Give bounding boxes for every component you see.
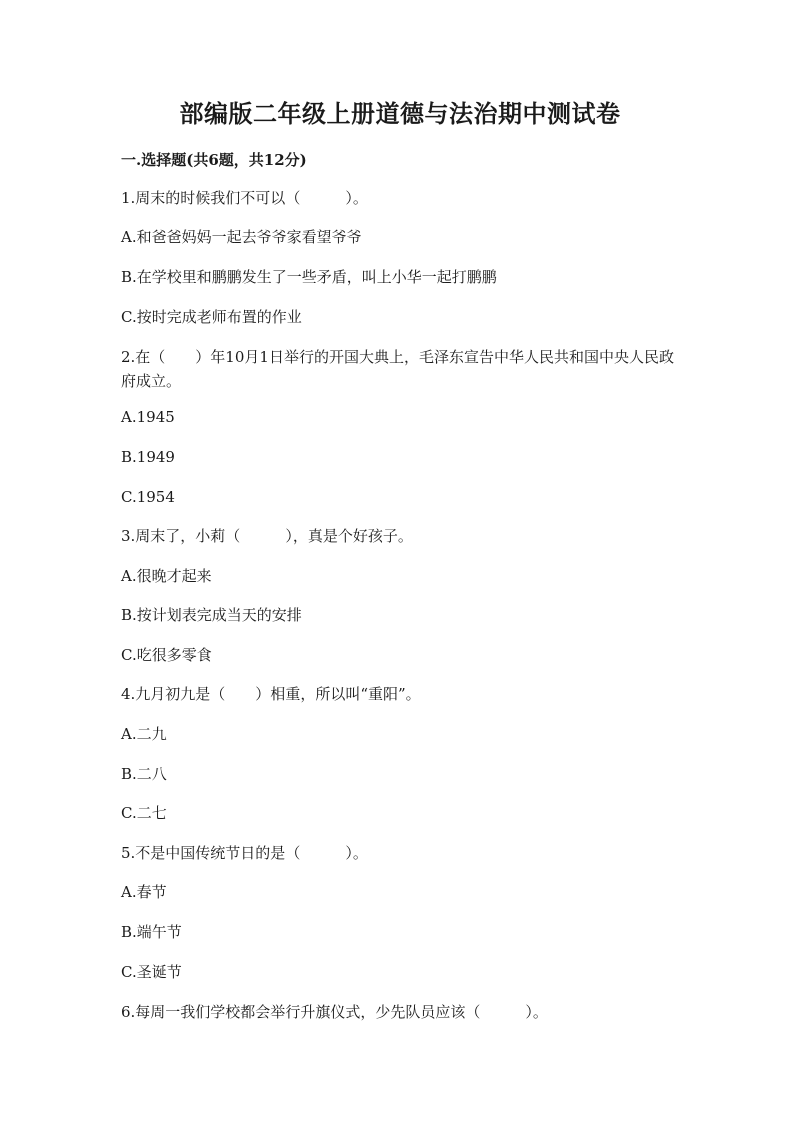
question-1-option-b: B.在学校里和鹏鹏发生了一些矛盾，叫上小华一起打鹏鹏 — [121, 268, 497, 286]
question-5-option-b: B.端午节 — [121, 923, 182, 941]
question-3-option-a: A.很晚才起来 — [121, 567, 212, 585]
question-4-option-c: C.二七 — [121, 804, 167, 822]
question-1-option-c: C.按时完成老师布置的作业 — [121, 308, 302, 326]
section-heading: 一.选择题(共6题，共12分) — [121, 151, 307, 169]
question-1-option-a: A.和爸爸妈妈一起去爷爷家看望爷爷 — [121, 228, 362, 246]
question-3-stem: 3.周末了，小莉（ ），真是个好孩子。 — [121, 527, 413, 545]
question-5-option-c: C.圣诞节 — [121, 963, 182, 981]
question-4-stem: 4.九月初九是（ ）相重，所以叫“重阳”。 — [121, 685, 421, 703]
question-2-option-a: A.1945 — [121, 408, 175, 426]
question-2-stem: 2.在（ ）年10月1日举行的开国大典上，毛泽东宣告中华人民共和国中央人民政府成立。 — [121, 348, 674, 390]
question-1-stem: 1.周末的时候我们不可以（ ）。 — [121, 189, 368, 207]
question-4-option-b: B.二八 — [121, 765, 167, 783]
question-2-option-c: C.1954 — [121, 488, 175, 506]
question-5-option-a: A.春节 — [121, 883, 167, 901]
question-4-option-a: A.二九 — [121, 725, 167, 743]
question-2-option-b: B.1949 — [121, 448, 175, 466]
question-3-option-c: C.吃很多零食 — [121, 646, 212, 664]
question-6-stem: 6.每周一我们学校都会举行升旗仪式，少先队员应该（ ）。 — [121, 1003, 548, 1021]
question-3-option-b: B.按计划表完成当天的安排 — [121, 606, 302, 624]
page-title: 部编版二年级上册道德与法治期中测试卷 — [179, 99, 621, 128]
question-5-stem: 5.不是中国传统节日的是（ ）。 — [121, 844, 368, 862]
